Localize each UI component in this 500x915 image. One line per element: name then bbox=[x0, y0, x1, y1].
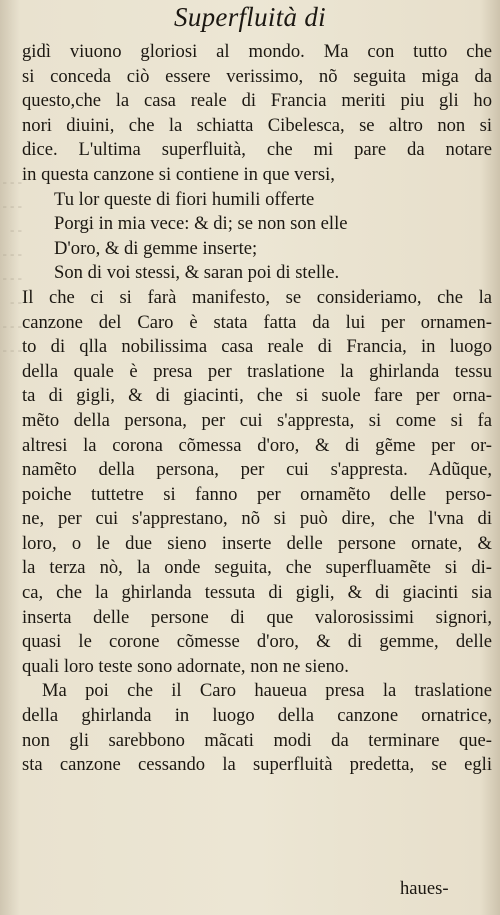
text-line: ta di gigli, & di giacinti, che si suole fare per orna- bbox=[22, 385, 492, 407]
text-line: in questa canzone si contiene in que versi, bbox=[22, 163, 335, 185]
text-line: la terza nò, la onde seguita, che superfluamẽte si di- bbox=[22, 557, 492, 579]
text-line: sta canzone cessando la superfluità predetta, se egli bbox=[22, 754, 492, 776]
text-line: poiche tuttetre si fanno per ornamẽto delle perso- bbox=[22, 483, 492, 505]
text-line: quali loro teste sono adornate, non ne sieno. bbox=[22, 655, 349, 677]
text-line: Ma poi che il Caro haueua presa la traslatione bbox=[42, 680, 492, 702]
text-line: della ghirlanda in luogo della canzone ornatrice, bbox=[22, 705, 492, 727]
text-line: non gli sarebbono mãcati modi da terminare que- bbox=[22, 729, 492, 751]
text-line: namẽto della persona, per cui s'appresta. Adũque, bbox=[22, 459, 492, 481]
body-text bbox=[22, 40, 492, 778]
text-line: canzone del Caro è stata fatta da lui per ornamen- bbox=[22, 311, 492, 333]
text-line: questo,che la casa reale di Francia meriti piu gli ho bbox=[22, 90, 492, 112]
text-line: ca, che la ghirlanda tessuta di gigli, & di giacinti sia bbox=[22, 582, 492, 604]
text-line: Il che ci si farà manifesto, se consideriamo, che la bbox=[22, 286, 492, 308]
text-line: nori diuini, che la schiatta Cibelesca, se altro non si bbox=[22, 114, 492, 136]
text-line: si conceda ciò essere verissimo, nõ seguita miga da bbox=[22, 65, 492, 87]
text-line: D'oro, & di gemme inserte; bbox=[54, 237, 258, 259]
text-line: Porgi in mia vece: & di; se non son elle bbox=[54, 213, 348, 235]
show-through-text: - - - - - - - - - - - - - - - - - - - - - - bbox=[2, 174, 22, 357]
text-line: gidì viuono gloriosi al mondo. Ma con tutto che bbox=[22, 41, 492, 62]
text-line: ne, per cui s'apprestano, nõ si può dire, che l'vna di bbox=[22, 508, 492, 530]
text-line: Tu lor queste di fiori humili offerte bbox=[54, 188, 315, 210]
text-line: to di qlla nobilissima casa reale di Francia, in luogo bbox=[22, 336, 492, 358]
catchword: haues- bbox=[400, 878, 449, 899]
text-line: Son di voi stessi, & saran poi di stelle. bbox=[54, 262, 340, 284]
text-line: quasi le corone cõmesse d'oro, & di gemme, delle bbox=[22, 631, 492, 653]
text-line: altresi la corona cõmessa d'oro, & di gẽme per or- bbox=[22, 434, 492, 456]
running-head: Superfluità di bbox=[174, 2, 326, 32]
text-line: loro, o le due sieno inserte delle persone ornate, & bbox=[22, 532, 492, 554]
text-line: della quale è presa per traslatione la ghirlanda tessu bbox=[22, 360, 492, 382]
text-line: mẽto della persona, per cui s'appresta, si come si fa bbox=[22, 409, 492, 431]
text-line: inserta delle persone di que valorosissimi signori, bbox=[22, 606, 492, 628]
text-line: dice. L'ultima superfluità, che mi pare da notare bbox=[22, 139, 492, 161]
